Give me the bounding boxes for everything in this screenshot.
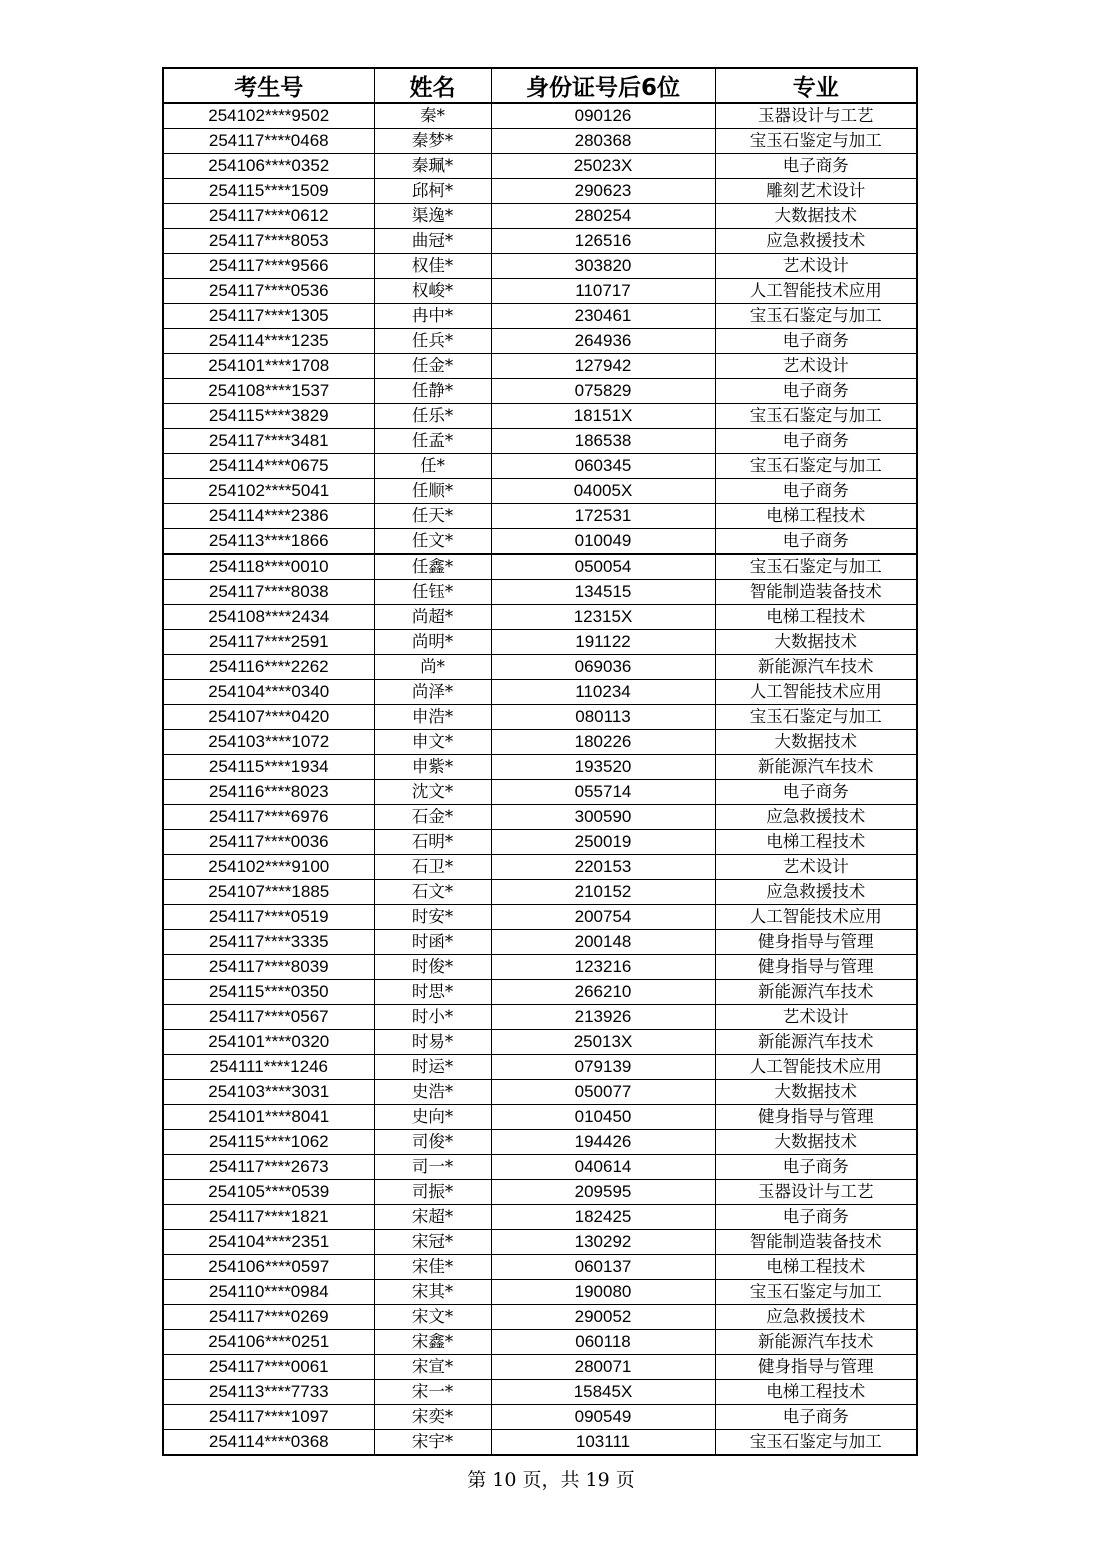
- exam-number-cell: 254117****8039: [163, 955, 374, 980]
- major-cell: 艺术设计: [715, 855, 917, 880]
- table-row: [163, 1330, 917, 1355]
- exam-number-cell: 254101****0320: [163, 1030, 374, 1055]
- exam-number-cell: 254117****0612: [163, 204, 374, 229]
- table-row: [163, 1230, 917, 1255]
- id-last6-cell: 040614: [491, 1155, 715, 1180]
- major-cell: 健身指导与管理: [715, 1355, 917, 1380]
- table-row: [163, 229, 917, 254]
- id-last6-cell: 200754: [491, 905, 715, 930]
- header-name: 姓名: [374, 68, 491, 103]
- major-cell: 人工智能技术应用: [715, 905, 917, 930]
- id-last6-cell: 123216: [491, 955, 715, 980]
- table-row: [163, 1030, 917, 1055]
- id-last6-cell: 213926: [491, 1005, 715, 1030]
- id-last6-cell: 060137: [491, 1255, 715, 1280]
- name-cell: 任*: [374, 454, 491, 479]
- id-last6-cell: 280071: [491, 1355, 715, 1380]
- table-row: [163, 1355, 917, 1380]
- exam-number-cell: 254115****3829: [163, 404, 374, 429]
- name-cell: 石卫*: [374, 855, 491, 880]
- exam-number-cell: 254106****0597: [163, 1255, 374, 1280]
- exam-number-cell: 254102****9502: [163, 103, 374, 129]
- major-cell: 电子商务: [715, 429, 917, 454]
- exam-number-cell: 254104****2351: [163, 1230, 374, 1255]
- id-last6-cell: 15845X: [491, 1380, 715, 1405]
- name-cell: 申紫*: [374, 755, 491, 780]
- name-cell: 时安*: [374, 905, 491, 930]
- major-cell: 智能制造装备技术: [715, 1230, 917, 1255]
- name-cell: 任天*: [374, 504, 491, 529]
- major-cell: 宝玉石鉴定与加工: [715, 304, 917, 329]
- major-cell: 雕刻艺术设计: [715, 179, 917, 204]
- header-major: 专业: [715, 68, 917, 103]
- student-roster-table: [162, 67, 918, 1456]
- major-cell: 智能制造装备技术: [715, 580, 917, 605]
- table-row: [163, 980, 917, 1005]
- exam-number-cell: 254103****3031: [163, 1080, 374, 1105]
- table-row: [163, 279, 917, 304]
- id-last6-cell: 25023X: [491, 154, 715, 179]
- major-cell: 宝玉石鉴定与加工: [715, 1280, 917, 1305]
- exam-number-cell: 254113****7733: [163, 1380, 374, 1405]
- id-last6-cell: 190080: [491, 1280, 715, 1305]
- major-cell: 电子商务: [715, 1155, 917, 1180]
- name-cell: 宋鑫*: [374, 1330, 491, 1355]
- table-row: [163, 1305, 917, 1330]
- table-row: [163, 1005, 917, 1030]
- exam-number-cell: 254107****1885: [163, 880, 374, 905]
- exam-number-cell: 254116****8023: [163, 780, 374, 805]
- id-last6-cell: 250019: [491, 830, 715, 855]
- table-row: [163, 329, 917, 354]
- name-cell: 司振*: [374, 1180, 491, 1205]
- table-row: [163, 930, 917, 955]
- major-cell: 宝玉石鉴定与加工: [715, 1430, 917, 1456]
- id-last6-cell: 180226: [491, 730, 715, 755]
- id-last6-cell: 060118: [491, 1330, 715, 1355]
- table-body: [163, 103, 917, 1455]
- table-row: [163, 1105, 917, 1130]
- exam-number-cell: 254101****1708: [163, 354, 374, 379]
- name-cell: 时易*: [374, 1030, 491, 1055]
- exam-number-cell: 254117****0519: [163, 905, 374, 930]
- table-row: [163, 1280, 917, 1305]
- major-cell: 人工智能技术应用: [715, 1055, 917, 1080]
- exam-number-cell: 254105****0539: [163, 1180, 374, 1205]
- exam-number-cell: 254108****1537: [163, 379, 374, 404]
- name-cell: 石文*: [374, 880, 491, 905]
- exam-number-cell: 254117****0468: [163, 129, 374, 154]
- exam-number-cell: 254114****0675: [163, 454, 374, 479]
- major-cell: 电子商务: [715, 329, 917, 354]
- id-last6-cell: 134515: [491, 580, 715, 605]
- table-row: [163, 905, 917, 930]
- name-cell: 宋佳*: [374, 1255, 491, 1280]
- table-row: [163, 429, 917, 454]
- exam-number-cell: 254111****1246: [163, 1055, 374, 1080]
- major-cell: 大数据技术: [715, 730, 917, 755]
- major-cell: 电子商务: [715, 379, 917, 404]
- table-row: [163, 529, 917, 555]
- id-last6-cell: 080113: [491, 705, 715, 730]
- id-last6-cell: 010450: [491, 1105, 715, 1130]
- name-cell: 权峻*: [374, 279, 491, 304]
- major-cell: 玉器设计与工艺: [715, 1180, 917, 1205]
- major-cell: 宝玉石鉴定与加工: [715, 129, 917, 154]
- id-last6-cell: 186538: [491, 429, 715, 454]
- table-row: [163, 1055, 917, 1080]
- table-row: [163, 1380, 917, 1405]
- name-cell: 任顺*: [374, 479, 491, 504]
- name-cell: 沈文*: [374, 780, 491, 805]
- major-cell: 电子商务: [715, 479, 917, 504]
- exam-number-cell: 254106****0352: [163, 154, 374, 179]
- table-row: [163, 204, 917, 229]
- table-row: [163, 379, 917, 404]
- exam-number-cell: 254115****1509: [163, 179, 374, 204]
- exam-number-cell: 254104****0340: [163, 680, 374, 705]
- table-row: [163, 103, 917, 129]
- id-last6-cell: 075829: [491, 379, 715, 404]
- name-cell: 任金*: [374, 354, 491, 379]
- table-row: [163, 580, 917, 605]
- major-cell: 电子商务: [715, 529, 917, 555]
- id-last6-cell: 300590: [491, 805, 715, 830]
- id-last6-cell: 209595: [491, 1180, 715, 1205]
- id-last6-cell: 090549: [491, 1405, 715, 1430]
- header-exam-number: 考生号: [163, 68, 374, 103]
- exam-number-cell: 254117****3481: [163, 429, 374, 454]
- exam-number-cell: 254117****0036: [163, 830, 374, 855]
- name-cell: 宋冠*: [374, 1230, 491, 1255]
- exam-number-cell: 254113****1866: [163, 529, 374, 555]
- name-cell: 冉中*: [374, 304, 491, 329]
- major-cell: 宝玉石鉴定与加工: [715, 554, 917, 580]
- exam-number-cell: 254117****6976: [163, 805, 374, 830]
- name-cell: 任乐*: [374, 404, 491, 429]
- table-row: [163, 254, 917, 279]
- name-cell: 史向*: [374, 1105, 491, 1130]
- table-row: [163, 880, 917, 905]
- id-last6-cell: 182425: [491, 1205, 715, 1230]
- id-last6-cell: 090126: [491, 103, 715, 129]
- major-cell: 艺术设计: [715, 1005, 917, 1030]
- name-cell: 史浩*: [374, 1080, 491, 1105]
- name-cell: 尚泽*: [374, 680, 491, 705]
- major-cell: 新能源汽车技术: [715, 1330, 917, 1355]
- id-last6-cell: 130292: [491, 1230, 715, 1255]
- table-row: [163, 304, 917, 329]
- major-cell: 艺术设计: [715, 354, 917, 379]
- id-last6-cell: 050077: [491, 1080, 715, 1105]
- id-last6-cell: 172531: [491, 504, 715, 529]
- table-row: [163, 805, 917, 830]
- table-row: [163, 504, 917, 529]
- name-cell: 宋文*: [374, 1305, 491, 1330]
- exam-number-cell: 254117****8053: [163, 229, 374, 254]
- exam-number-cell: 254110****0984: [163, 1280, 374, 1305]
- table-row: [163, 1180, 917, 1205]
- table-row: [163, 605, 917, 630]
- major-cell: 宝玉石鉴定与加工: [715, 705, 917, 730]
- major-cell: 应急救援技术: [715, 880, 917, 905]
- major-cell: 新能源汽车技术: [715, 655, 917, 680]
- id-last6-cell: 280254: [491, 204, 715, 229]
- id-last6-cell: 290052: [491, 1305, 715, 1330]
- table-row: [163, 1405, 917, 1430]
- name-cell: 秦珮*: [374, 154, 491, 179]
- table-row: [163, 1080, 917, 1105]
- id-last6-cell: 050054: [491, 554, 715, 580]
- table-row: [163, 630, 917, 655]
- major-cell: 电子商务: [715, 1205, 917, 1230]
- id-last6-cell: 12315X: [491, 605, 715, 630]
- name-cell: 时俊*: [374, 955, 491, 980]
- table-row: [163, 479, 917, 504]
- table-row: [163, 705, 917, 730]
- name-cell: 任兵*: [374, 329, 491, 354]
- table-row: [163, 1255, 917, 1280]
- exam-number-cell: 254117****2673: [163, 1155, 374, 1180]
- table-row: [163, 454, 917, 479]
- name-cell: 宋奕*: [374, 1405, 491, 1430]
- exam-number-cell: 254117****2591: [163, 630, 374, 655]
- id-last6-cell: 110717: [491, 279, 715, 304]
- id-last6-cell: 04005X: [491, 479, 715, 504]
- exam-number-cell: 254115****1062: [163, 1130, 374, 1155]
- major-cell: 大数据技术: [715, 1080, 917, 1105]
- exam-number-cell: 254102****5041: [163, 479, 374, 504]
- major-cell: 新能源汽车技术: [715, 755, 917, 780]
- table-row: [163, 680, 917, 705]
- name-cell: 司一*: [374, 1155, 491, 1180]
- name-cell: 石金*: [374, 805, 491, 830]
- exam-number-cell: 254115****1934: [163, 755, 374, 780]
- exam-number-cell: 254103****1072: [163, 730, 374, 755]
- exam-number-cell: 254114****1235: [163, 329, 374, 354]
- page-number-footer: 第 10 页，共 19 页: [467, 1469, 635, 1491]
- name-cell: 申文*: [374, 730, 491, 755]
- id-last6-cell: 290623: [491, 179, 715, 204]
- exam-number-cell: 254116****2262: [163, 655, 374, 680]
- name-cell: 时函*: [374, 930, 491, 955]
- id-last6-cell: 126516: [491, 229, 715, 254]
- name-cell: 宋超*: [374, 1205, 491, 1230]
- name-cell: 时运*: [374, 1055, 491, 1080]
- exam-number-cell: 254117****0567: [163, 1005, 374, 1030]
- id-last6-cell: 127942: [491, 354, 715, 379]
- exam-number-cell: 254107****0420: [163, 705, 374, 730]
- id-last6-cell: 069036: [491, 655, 715, 680]
- major-cell: 大数据技术: [715, 1130, 917, 1155]
- major-cell: 宝玉石鉴定与加工: [715, 404, 917, 429]
- name-cell: 曲冠*: [374, 229, 491, 254]
- major-cell: 电子商务: [715, 1405, 917, 1430]
- id-last6-cell: 010049: [491, 529, 715, 555]
- name-cell: 任孟*: [374, 429, 491, 454]
- major-cell: 玉器设计与工艺: [715, 103, 917, 129]
- name-cell: 尚超*: [374, 605, 491, 630]
- exam-number-cell: 254117****9566: [163, 254, 374, 279]
- exam-number-cell: 254114****2386: [163, 504, 374, 529]
- name-cell: 宋宇*: [374, 1430, 491, 1456]
- table-row: [163, 129, 917, 154]
- exam-number-cell: 254108****2434: [163, 605, 374, 630]
- table-row: [163, 855, 917, 880]
- exam-number-cell: 254106****0251: [163, 1330, 374, 1355]
- id-last6-cell: 25013X: [491, 1030, 715, 1055]
- table-row: [163, 179, 917, 204]
- id-last6-cell: 266210: [491, 980, 715, 1005]
- major-cell: 应急救援技术: [715, 229, 917, 254]
- table-row: [163, 554, 917, 580]
- major-cell: 电梯工程技术: [715, 504, 917, 529]
- id-last6-cell: 280368: [491, 129, 715, 154]
- name-cell: 司俊*: [374, 1130, 491, 1155]
- id-last6-cell: 079139: [491, 1055, 715, 1080]
- table-row: [163, 780, 917, 805]
- name-cell: 尚明*: [374, 630, 491, 655]
- major-cell: 健身指导与管理: [715, 1105, 917, 1130]
- id-last6-cell: 264936: [491, 329, 715, 354]
- major-cell: 大数据技术: [715, 630, 917, 655]
- major-cell: 电梯工程技术: [715, 830, 917, 855]
- id-last6-cell: 060345: [491, 454, 715, 479]
- exam-number-cell: 254117****0061: [163, 1355, 374, 1380]
- major-cell: 新能源汽车技术: [715, 980, 917, 1005]
- major-cell: 艺术设计: [715, 254, 917, 279]
- name-cell: 宋一*: [374, 1380, 491, 1405]
- exam-number-cell: 254117****8038: [163, 580, 374, 605]
- name-cell: 秦梦*: [374, 129, 491, 154]
- table-header-row: [163, 68, 917, 103]
- table-row: [163, 1130, 917, 1155]
- header-id-last6: 身份证号后6位: [491, 68, 715, 103]
- table-row: [163, 154, 917, 179]
- major-cell: 健身指导与管理: [715, 955, 917, 980]
- exam-number-cell: 254115****0350: [163, 980, 374, 1005]
- major-cell: 电梯工程技术: [715, 605, 917, 630]
- major-cell: 电梯工程技术: [715, 1255, 917, 1280]
- name-cell: 尚*: [374, 655, 491, 680]
- name-cell: 邱柯*: [374, 179, 491, 204]
- table-row: [163, 404, 917, 429]
- table-row: [163, 955, 917, 980]
- id-last6-cell: 18151X: [491, 404, 715, 429]
- exam-number-cell: 254117****0269: [163, 1305, 374, 1330]
- name-cell: 任文*: [374, 529, 491, 555]
- name-cell: 宋宣*: [374, 1355, 491, 1380]
- id-last6-cell: 194426: [491, 1130, 715, 1155]
- major-cell: 应急救援技术: [715, 805, 917, 830]
- major-cell: 人工智能技术应用: [715, 279, 917, 304]
- id-last6-cell: 303820: [491, 254, 715, 279]
- exam-number-cell: 254101****8041: [163, 1105, 374, 1130]
- id-last6-cell: 200148: [491, 930, 715, 955]
- table-row: [163, 1155, 917, 1180]
- id-last6-cell: 191122: [491, 630, 715, 655]
- major-cell: 健身指导与管理: [715, 930, 917, 955]
- table-row: [163, 755, 917, 780]
- id-last6-cell: 055714: [491, 780, 715, 805]
- table-row: [163, 1430, 917, 1456]
- table-row: [163, 354, 917, 379]
- id-last6-cell: 230461: [491, 304, 715, 329]
- major-cell: 电子商务: [715, 154, 917, 179]
- name-cell: 申浩*: [374, 705, 491, 730]
- id-last6-cell: 210152: [491, 880, 715, 905]
- exam-number-cell: 254118****0010: [163, 554, 374, 580]
- name-cell: 渠逸*: [374, 204, 491, 229]
- exam-number-cell: 254117****0536: [163, 279, 374, 304]
- name-cell: 时思*: [374, 980, 491, 1005]
- major-cell: 电梯工程技术: [715, 1380, 917, 1405]
- id-last6-cell: 220153: [491, 855, 715, 880]
- name-cell: 石明*: [374, 830, 491, 855]
- exam-number-cell: 254114****0368: [163, 1430, 374, 1456]
- name-cell: 时小*: [374, 1005, 491, 1030]
- table-row: [163, 1205, 917, 1230]
- id-last6-cell: 193520: [491, 755, 715, 780]
- id-last6-cell: 110234: [491, 680, 715, 705]
- exam-number-cell: 254117****1305: [163, 304, 374, 329]
- exam-number-cell: 254117****1097: [163, 1405, 374, 1430]
- name-cell: 任鑫*: [374, 554, 491, 580]
- major-cell: 大数据技术: [715, 204, 917, 229]
- id-last6-cell: 103111: [491, 1430, 715, 1456]
- major-cell: 人工智能技术应用: [715, 680, 917, 705]
- table-row: [163, 730, 917, 755]
- name-cell: 秦*: [374, 103, 491, 129]
- exam-number-cell: 254117****1821: [163, 1205, 374, 1230]
- table-row: [163, 655, 917, 680]
- major-cell: 应急救援技术: [715, 1305, 917, 1330]
- exam-number-cell: 254117****3335: [163, 930, 374, 955]
- name-cell: 宋其*: [374, 1280, 491, 1305]
- name-cell: 任钰*: [374, 580, 491, 605]
- name-cell: 任静*: [374, 379, 491, 404]
- exam-number-cell: 254102****9100: [163, 855, 374, 880]
- major-cell: 宝玉石鉴定与加工: [715, 454, 917, 479]
- major-cell: 电子商务: [715, 780, 917, 805]
- name-cell: 权佳*: [374, 254, 491, 279]
- table-row: [163, 830, 917, 855]
- major-cell: 新能源汽车技术: [715, 1030, 917, 1055]
